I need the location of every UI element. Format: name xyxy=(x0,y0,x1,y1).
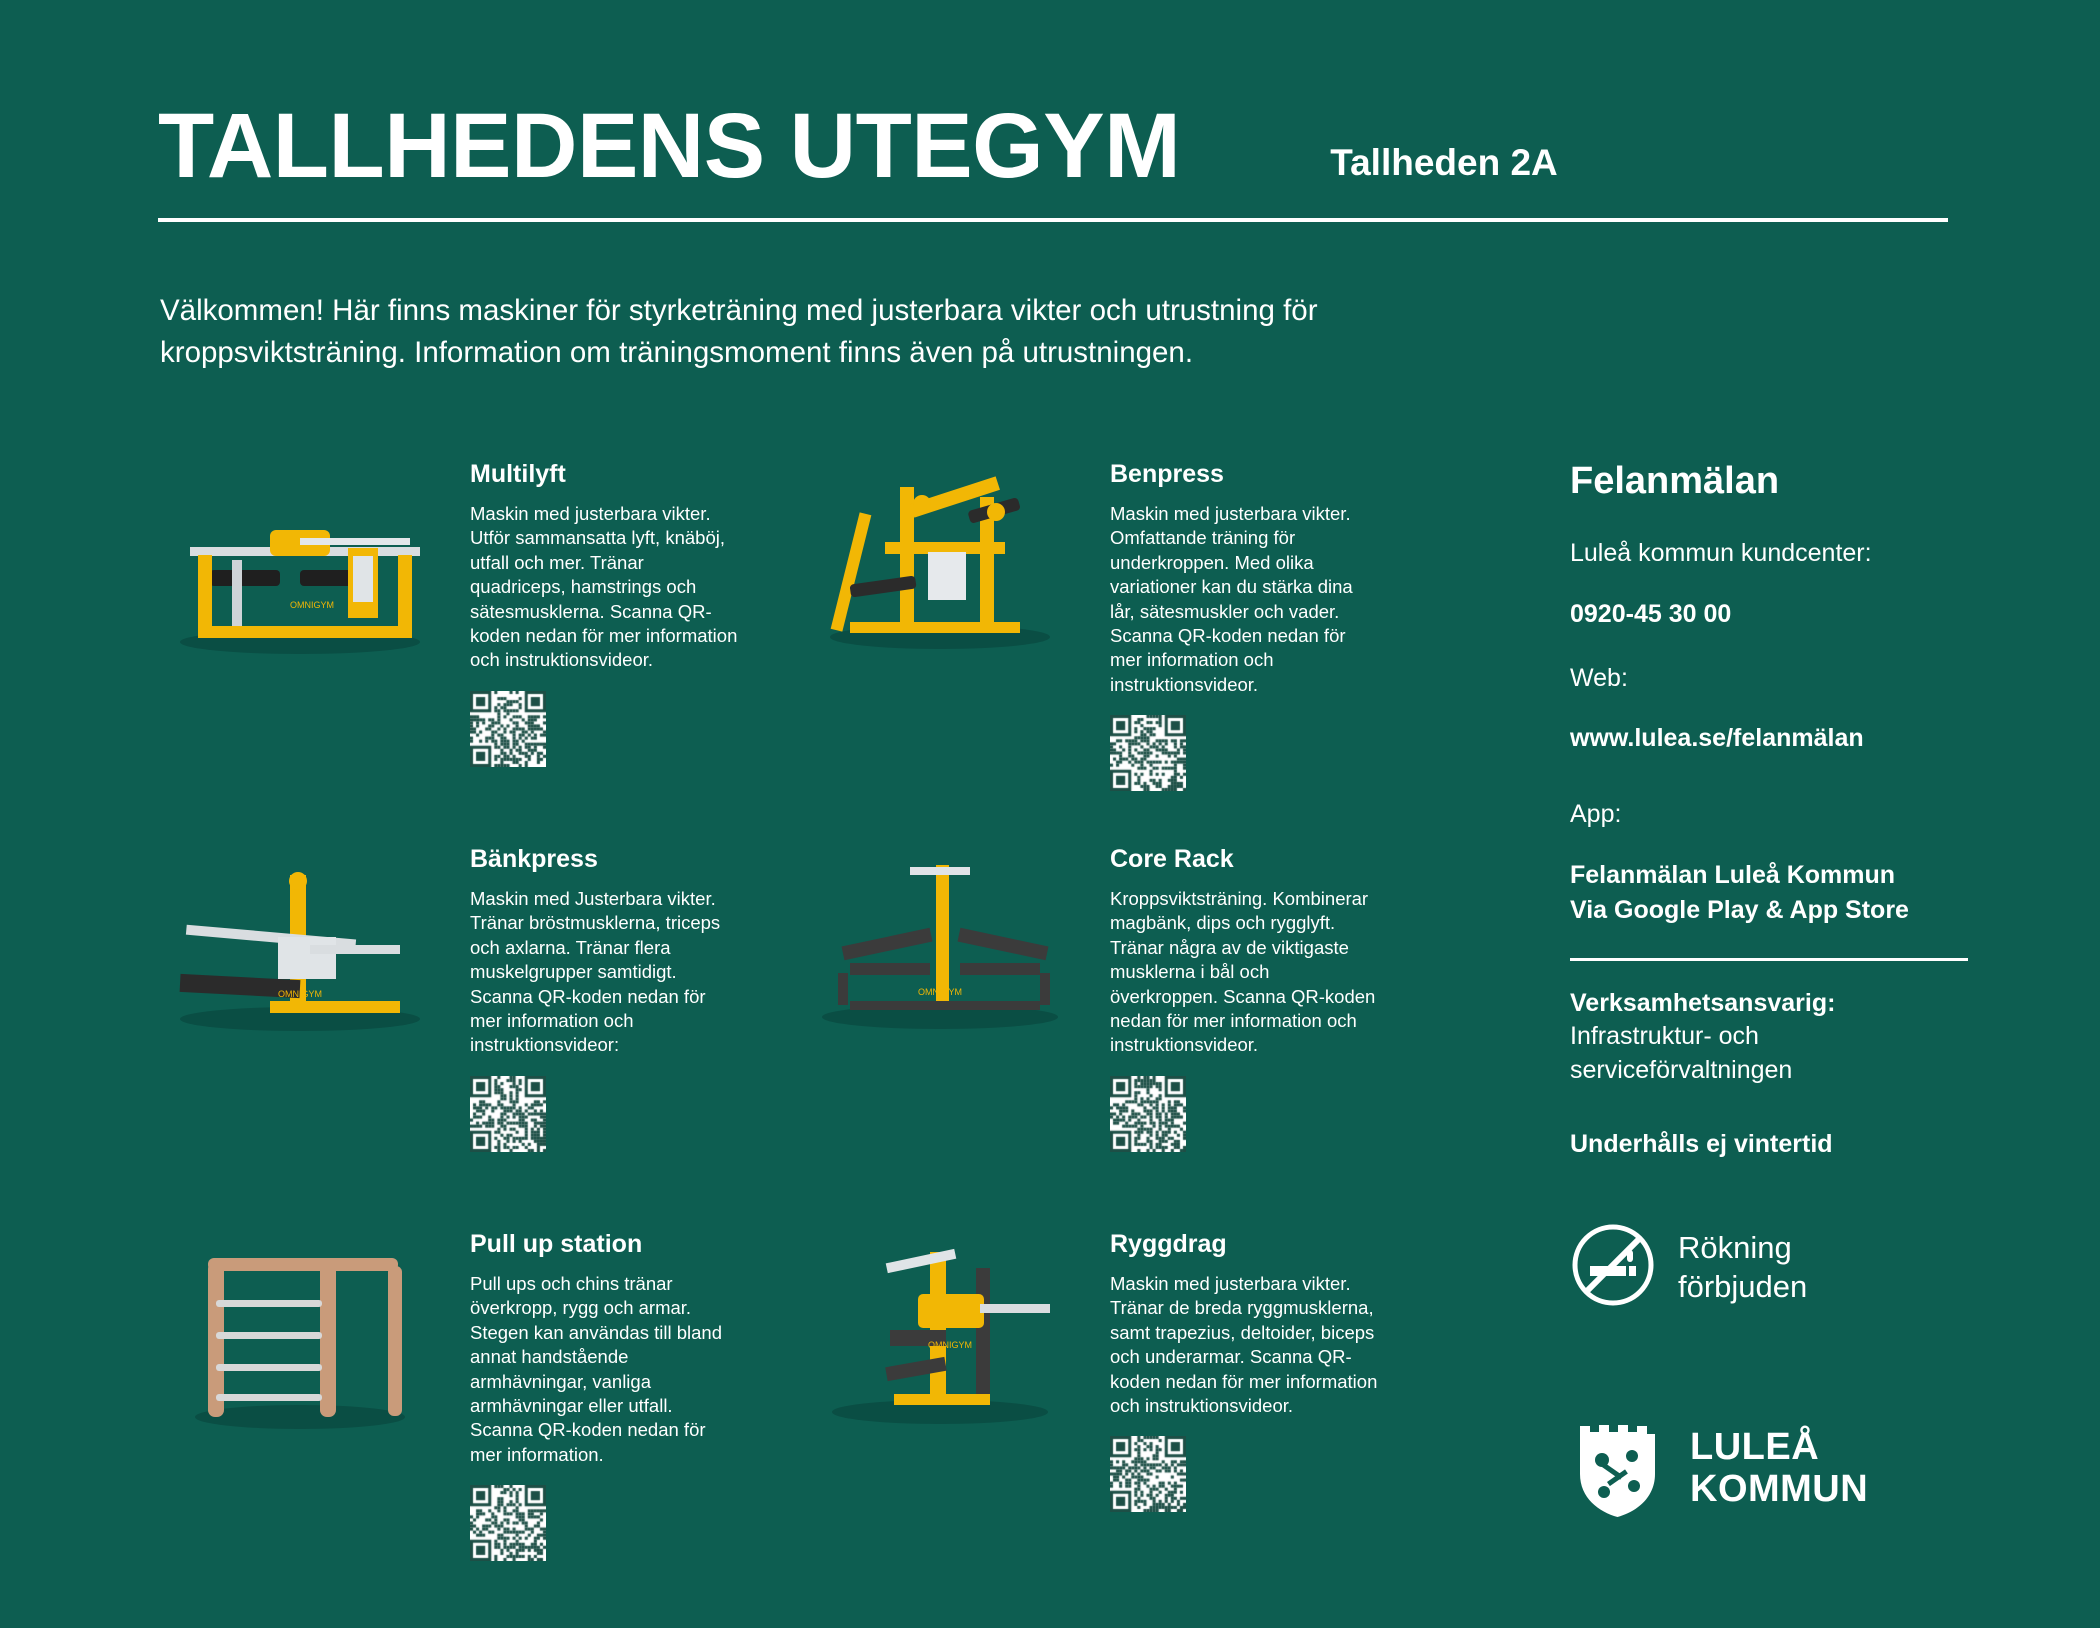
equipment-name: Bänkpress xyxy=(470,845,598,873)
page-title: TALLHEDENS UTEGYM xyxy=(158,95,1181,197)
equipment-item xyxy=(150,452,790,837)
app-label: App: xyxy=(1570,800,1622,828)
equipment-description: Maskin med justerbara vikter. Omfattande träning för underkroppen. Med olika variationer kan du stärka dina lår, sätesmuskler och vader. Scanna QR-koden nedan för mer information och instruktionsvideor. xyxy=(1110,503,1353,695)
equipment-name: Ryggdrag xyxy=(1110,1230,1227,1258)
lulea-kommun-crest-icon xyxy=(1572,1412,1664,1525)
equipment-item xyxy=(790,1222,1430,1607)
no-smoking-icon xyxy=(1570,1222,1656,1313)
equipment-description: Maskin med justerbara vikter. Tränar de breda ryggmusklerna, samt trapezius, deltoider, biceps och underarmar. Scanna QR-koden nedan för mer information och instruktionsvideor. xyxy=(1110,1273,1378,1417)
fault-report-title: Felanmälan xyxy=(1570,460,1780,502)
equipment-item xyxy=(150,1222,790,1607)
web-url[interactable]: www.lulea.se/felanmälan xyxy=(1570,724,1864,752)
responsible-line-2: serviceförvaltningen xyxy=(1570,1056,1793,1084)
equipment-name: Multilyft xyxy=(470,460,566,488)
no-smoking-notice xyxy=(1570,1222,1807,1313)
equipment-name: Core Rack xyxy=(1110,845,1234,873)
no-smoking-line-1: Rökning xyxy=(1678,1229,1792,1265)
equipment-grid xyxy=(150,452,1400,1607)
equipment-item xyxy=(150,837,790,1222)
app-stores: Via Google Play & App Store xyxy=(1570,895,1909,924)
logo-line-2: KOMMUN xyxy=(1690,1467,1869,1510)
core-rack-photo xyxy=(790,837,1100,1067)
board-header xyxy=(158,95,1948,222)
equipment-name: Benpress xyxy=(1110,460,1224,488)
responsible-line-1: Infrastruktur- och xyxy=(1570,1022,1759,1051)
benpress-machine-photo xyxy=(790,452,1100,682)
equipment-item xyxy=(790,452,1430,837)
header-divider xyxy=(158,218,1948,222)
intro-text: Välkommen! Här finns maskiner för styrketräning med justerbara vikter och utrustning för kroppsviktsträning. Information om träningsmoment finns även på utrustningen. xyxy=(160,294,1318,369)
equipment-description: Kroppsviktsträning. Kombinerar magbänk, dips och rygglyft. Tränar några av de viktigaste musklerna i bål och överkroppen. Scanna QR-koden nedan för mer information och instruktionsvideor. xyxy=(1110,888,1376,1056)
svg-text:OMNIGYM: OMNIGYM xyxy=(278,989,322,999)
bankpress-machine-photo xyxy=(150,837,460,1067)
responsible-label: Verksamhetsansvarig: xyxy=(1570,988,1836,1017)
qr-code[interactable] xyxy=(1110,1436,1186,1512)
customer-center-label: Luleå kommun kundcenter: xyxy=(1570,539,1872,567)
pull-up-station-photo xyxy=(150,1222,460,1452)
panel-divider xyxy=(1570,958,1968,961)
svg-text:OMNIGYM: OMNIGYM xyxy=(928,1340,972,1350)
qr-code[interactable] xyxy=(470,1076,546,1152)
svg-text:OMNIGYM: OMNIGYM xyxy=(290,600,334,610)
logo-text xyxy=(1690,1427,1868,1509)
no-smoking-line-2: förbjuden xyxy=(1678,1268,1808,1304)
maintenance-note: Underhålls ej vintertid xyxy=(1570,1129,1833,1158)
phone-number[interactable]: 0920-45 30 00 xyxy=(1570,599,1732,628)
qr-code[interactable] xyxy=(470,691,546,767)
equipment-item xyxy=(790,837,1430,1222)
equipment-description: Maskin med Justerbara vikter. Tränar bröstmusklerna, triceps och axlarna. Tränar flera muskelgrupper samtidigt. Scanna QR-koden nedan för mer information och instruktionsvideor: xyxy=(470,888,721,1056)
web-label: Web: xyxy=(1570,663,1628,692)
ryggdrag-machine-photo xyxy=(790,1222,1100,1452)
svg-text:OMNIGYM: OMNIGYM xyxy=(918,987,962,997)
qr-code[interactable] xyxy=(470,1485,546,1561)
qr-code[interactable] xyxy=(1110,1076,1186,1152)
logo-line-1: LULEÅ xyxy=(1690,1426,1820,1469)
municipality-logo xyxy=(1572,1412,1868,1525)
no-smoking-text xyxy=(1678,1229,1807,1307)
fault-report-panel xyxy=(1570,460,2030,1162)
location-label: Tallheden 2A xyxy=(1330,142,1558,183)
multilyft-machine-photo xyxy=(150,452,460,682)
equipment-name: Pull up station xyxy=(470,1230,643,1258)
app-name: Felanmälan Luleå Kommun xyxy=(1570,860,1896,889)
qr-code[interactable] xyxy=(1110,715,1186,791)
equipment-description: Pull ups och chins tränar överkropp, rygg och armar. Stegen kan användas till bland annat handstående armhävningar, vanliga armhävningar eller utfall. Scanna QR-koden nedan för mer information. xyxy=(470,1273,722,1465)
equipment-description: Maskin med justerbara vikter. Utför sammansatta lyft, knäböj, utfall och mer. Tränar quadriceps, hamstrings och sätesmusklerna. Scanna QR-koden nedan för mer information och instruktionsvideor. xyxy=(470,503,738,671)
